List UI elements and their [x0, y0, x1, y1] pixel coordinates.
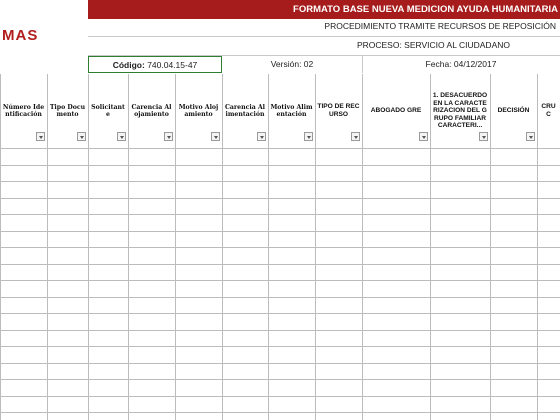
row-gridline — [0, 280, 560, 281]
row-gridline — [0, 214, 560, 215]
form-title: FORMATO BASE NUEVA MEDICION AYUDA HUMANITARIA — [88, 0, 560, 19]
filter-dropdown-icon[interactable] — [117, 132, 126, 141]
row-gridline — [0, 247, 560, 248]
row-gridline — [0, 313, 560, 314]
header-divider — [88, 36, 560, 37]
row-gridline — [0, 231, 560, 232]
row-gridline — [0, 412, 560, 413]
column-header[interactable]: Carencia Alimentación — [224, 103, 266, 118]
date-cell[interactable]: Fecha: 04/12/2017 — [425, 59, 497, 69]
column-header[interactable]: CRUC — [541, 103, 556, 118]
row-gridline — [0, 363, 560, 364]
filter-dropdown-icon[interactable] — [351, 132, 360, 141]
filter-dropdown-icon[interactable] — [211, 132, 220, 141]
filter-dropdown-icon[interactable] — [257, 132, 266, 141]
column-header[interactable]: Carencia Alojamiento — [131, 103, 172, 118]
filter-dropdown-icon[interactable] — [164, 132, 173, 141]
column-header[interactable]: Número Identificación — [2, 103, 45, 118]
row-gridline — [0, 396, 560, 397]
row-gridline — [0, 165, 560, 166]
code-value: 740.04.15-47 — [147, 60, 198, 70]
code-cell[interactable] — [88, 56, 222, 73]
column-header[interactable]: Solicitante — [91, 103, 125, 118]
logo: MAS — [2, 27, 39, 44]
filter-dropdown-icon[interactable] — [419, 132, 428, 141]
filter-dropdown-icon[interactable] — [36, 132, 45, 141]
column-header[interactable]: Motivo Alojamiento — [178, 103, 219, 118]
column-header[interactable]: DECISIÓN — [497, 107, 530, 115]
filter-dropdown-icon[interactable] — [526, 132, 535, 141]
data-table — [0, 74, 560, 420]
filter-dropdown-icon[interactable] — [77, 132, 86, 141]
filter-dropdown-icon[interactable] — [304, 132, 313, 141]
row-gridline — [0, 379, 560, 380]
process-title: PROCESO: SERVICIO AL CIUDADANO — [356, 40, 510, 50]
column-header[interactable]: ABOGADO GRE — [370, 107, 422, 115]
code-label: Código: — [112, 60, 145, 70]
row-gridline — [0, 330, 560, 331]
column-header[interactable]: TIPO DE RECURSO — [317, 103, 360, 118]
info-divider — [362, 56, 363, 73]
row-gridline — [0, 181, 560, 182]
row-gridline — [0, 198, 560, 199]
column-header[interactable]: Motivo Alimentación — [270, 103, 313, 118]
procedure-title: PROCEDIMIENTO TRAMITE RECURSOS DE REPOSICIÓN — [324, 21, 556, 31]
row-gridline — [0, 264, 560, 265]
row-gridline — [0, 148, 560, 149]
version-cell[interactable]: Versión: 02 — [270, 59, 314, 69]
row-gridline — [0, 297, 560, 298]
column-header[interactable]: 1. DESACUERDO EN LA CARACTERIZACION DEL GRUPO FAMILIAR CARACTERI... — [432, 92, 488, 130]
filter-dropdown-icon[interactable] — [479, 132, 488, 141]
column-header[interactable]: Tipo Documento — [49, 103, 86, 118]
row-gridline — [0, 346, 560, 347]
